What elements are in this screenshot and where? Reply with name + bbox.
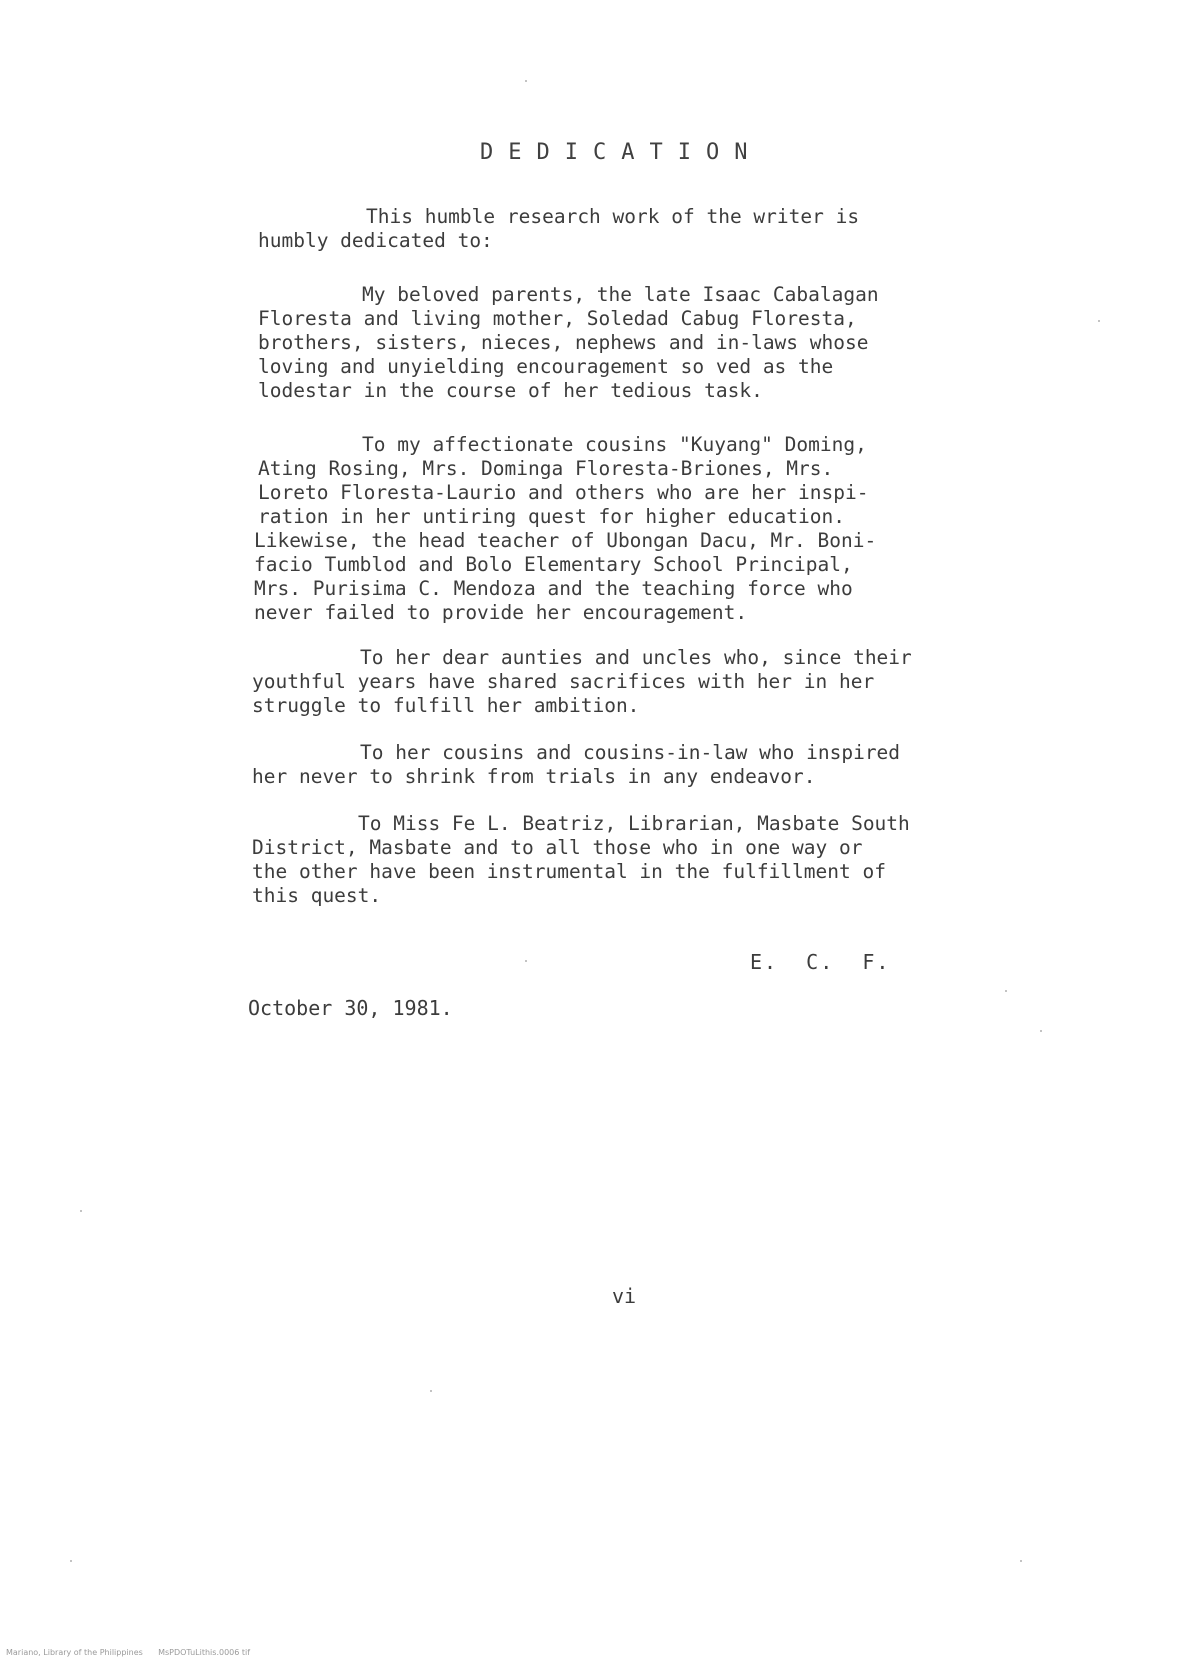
text-line: To her cousins and cousins-in-law who inspired (360, 741, 901, 764)
text-line: never failed to provide her encouragement. (254, 601, 748, 624)
scan-speck (80, 1210, 82, 1212)
text-line: her never to shrink from trials in any endeavor. (252, 765, 816, 788)
scan-speck (1020, 1560, 1022, 1562)
text-line: Floresta and living mother, Soledad Cabug Floresta, (258, 307, 857, 330)
page-title: DEDICATION (480, 140, 763, 165)
text-line: ration in her untiring quest for higher education. (258, 505, 845, 528)
text-line: lodestar in the course of her tedious task. (258, 379, 763, 402)
signature-initials: E. C. F. (750, 950, 891, 974)
text-line: humbly dedicated to: (258, 229, 493, 252)
scan-speck (1005, 990, 1007, 992)
scan-speck (1098, 320, 1100, 322)
text-line: this quest. (252, 884, 382, 907)
text-line: Likewise, the head teacher of Ubongan Dacu, Mr. Boni- (254, 529, 877, 552)
scan-speck (525, 960, 527, 962)
text-line: To her dear aunties and uncles who, since their (360, 646, 912, 669)
scan-speck (525, 80, 527, 82)
date-line: October 30, 1981. (248, 996, 453, 1020)
page-number: vi (612, 1284, 637, 1308)
text-line: struggle to fulfill her ambition. (252, 694, 640, 717)
text-line: This humble research work of the writer is (366, 205, 860, 228)
scan-speck (1040, 1030, 1042, 1032)
text-line: brothers, sisters, nieces, nephews and in-laws whose (258, 331, 869, 354)
scan-speck (430, 1390, 432, 1392)
scan-footer: Mariano, Library of the Philippines MsPDOTuLithis.0006 tif (6, 1648, 251, 1657)
scan-speck (70, 1560, 72, 1562)
text-line: Mrs. Purisima C. Mendoza and the teaching force who (254, 577, 853, 600)
text-line: youthful years have shared sacrifices with her in her (252, 670, 875, 693)
text-line: Ating Rosing, Mrs. Dominga Floresta-Briones, Mrs. (258, 457, 834, 480)
text-line: District, Masbate and to all those who in one way or (252, 836, 863, 859)
text-line: To my affectionate cousins "Kuyang" Doming, (362, 433, 867, 456)
text-line: To Miss Fe L. Beatriz, Librarian, Masbate South (358, 812, 910, 835)
text-line: Loreto Floresta-Laurio and others who are her inspi- (258, 481, 869, 504)
text-line: facio Tumblod and Bolo Elementary School Principal, (254, 553, 853, 576)
text-line: My beloved parents, the late Isaac Cabalagan (362, 283, 879, 306)
text-line: loving and unyielding encouragement so ved as the (258, 355, 834, 378)
text-line: the other have been instrumental in the fulfillment of (252, 860, 886, 883)
